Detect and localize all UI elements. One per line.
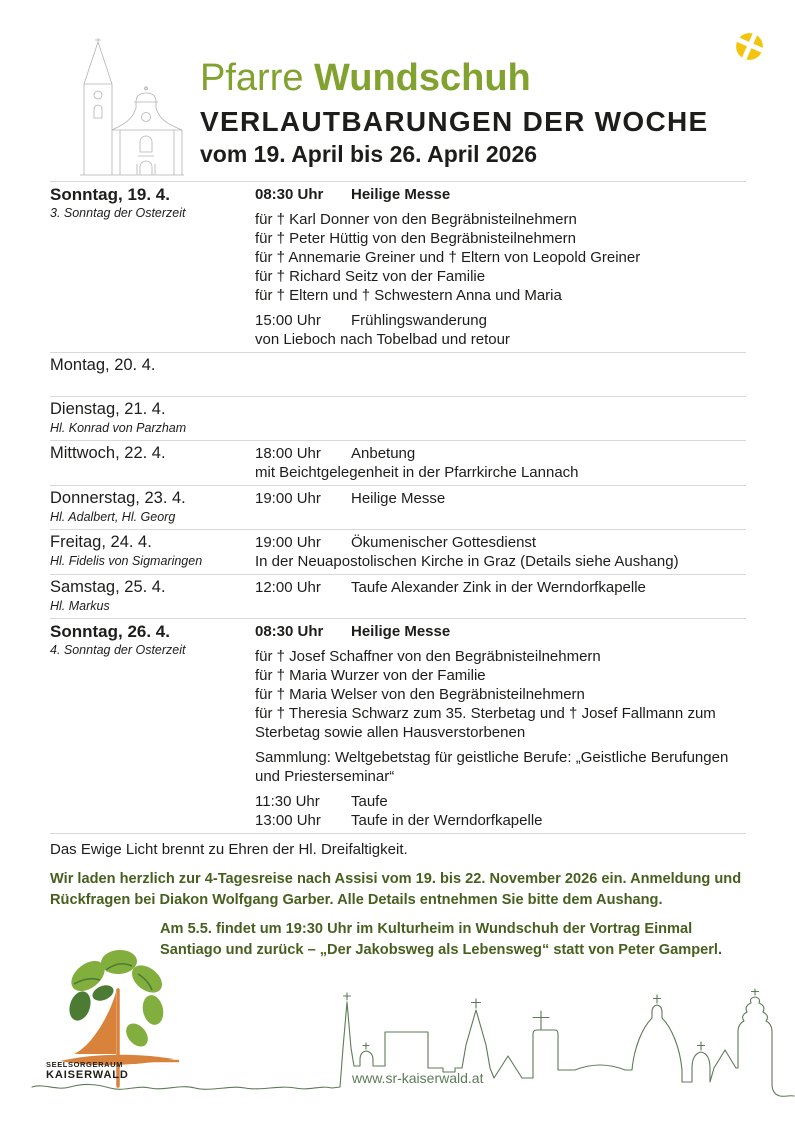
event-time: 13:00 Uhr xyxy=(255,812,321,829)
logo-text-kaiserwald: KAISERWALD xyxy=(46,1069,129,1081)
day-column xyxy=(50,399,255,437)
day-label: Freitag, 24. 4. xyxy=(50,533,152,551)
event-title: Anbetung xyxy=(351,445,416,462)
events-column xyxy=(255,577,746,615)
day-column xyxy=(50,532,255,571)
event-title: Ökumenischer Gottesdienst xyxy=(351,534,537,551)
feast-label: 4. Sonntag der Osterzeit xyxy=(50,643,186,657)
assisi-announcement: Wir laden herzlich zur 4-Tagesreise nach Assisi vom 19. bis 22. November 2026 ein. Anmeldung und Rückfragen bei Diakon Wolfgang Garber. Alle Details entnehmen Sie bitte dem Aushang. xyxy=(50,871,742,908)
event-time: 08:30 Uhr xyxy=(255,623,324,640)
schedule-row xyxy=(50,181,746,352)
event-time: 19:00 Uhr xyxy=(255,534,321,551)
church-line-drawing-icon xyxy=(76,38,186,178)
day-column xyxy=(50,355,255,393)
events-column xyxy=(255,443,746,482)
schedule-row xyxy=(50,618,746,833)
events-column xyxy=(255,488,746,526)
event-time: 08:30 Uhr xyxy=(255,186,324,203)
week-date-range: vom 19. April bis 26. April 2026 xyxy=(200,141,538,167)
day-column xyxy=(50,577,255,615)
event-detail-line: für † Peter Hüttig von den Begräbnisteilnehmern xyxy=(255,230,577,247)
feast-label: Hl. Adalbert, Hl. Georg xyxy=(50,510,176,524)
event-time: 11:30 Uhr xyxy=(255,793,320,810)
day-label: Samstag, 25. 4. xyxy=(50,578,166,596)
day-label: Dienstag, 21. 4. xyxy=(50,400,166,418)
event-line xyxy=(255,622,746,641)
event-detail-line: für † Maria Wurzer von der Familie xyxy=(255,667,486,684)
ewiges-licht-note: Das Ewige Licht brennt zu Ehren der Hl. Dreifaltigkeit. xyxy=(50,841,408,858)
feast-label: Hl. Markus xyxy=(50,599,110,613)
event-line xyxy=(255,185,746,204)
event-time: 19:00 Uhr xyxy=(255,490,321,507)
event-detail-line: für † Theresia Schwarz zum 35. Sterbetag und † Josef Fallmann zum Sterbetag sowie allen Hausverstorbenen xyxy=(255,705,716,741)
event-detail-line: für † Maria Welser von den Begräbnisteilnehmern xyxy=(255,686,585,703)
event-title: Taufe xyxy=(351,793,388,810)
event-detail-line: von Lieboch nach Tobelbad und retour xyxy=(255,331,510,348)
schedule-row xyxy=(50,485,746,529)
event-detail-line: für † Eltern und † Schwestern Anna und Maria xyxy=(255,287,562,304)
event-detail-line: für † Annemarie Greiner und † Eltern von Leopold Greiner xyxy=(255,249,641,266)
schedule-row xyxy=(50,396,746,440)
day-label: Sonntag, 19. 4. xyxy=(50,185,170,204)
schedule-row xyxy=(50,440,746,485)
event-title: Heilige Messe xyxy=(351,490,446,507)
vortrag-announcement: Am 5.5. findet um 19:30 Uhr im Kulturheim in Wundschuh der Vortrag Einmal Santiago und zurück – „Der Jakobsweg als Lebensweg“ statt von Peter Gamperl. xyxy=(160,921,723,958)
event-detail-line: für † Karl Donner von den Begräbnisteilnehmern xyxy=(255,211,577,228)
day-label: Mittwoch, 22. 4. xyxy=(50,444,166,462)
event-detail-line: Sammlung: Weltgebetstag für geistliche Berufe: „Geistliche Berufungen und Priesterseminar“ xyxy=(255,749,729,785)
event-line xyxy=(255,811,746,830)
day-column xyxy=(50,488,255,526)
event-time: 18:00 Uhr xyxy=(255,445,321,462)
event-line xyxy=(255,311,746,330)
event-detail-line: für † Richard Seitz von der Familie xyxy=(255,268,486,285)
parish-title-bold: Wundschuh xyxy=(314,57,531,99)
city-skyline-drawing xyxy=(30,988,795,1114)
parish-title-light: Pfarre xyxy=(200,57,304,99)
content-area xyxy=(50,181,746,961)
event-title: Taufe Alexander Zink in der Werndorfkapelle xyxy=(351,579,646,596)
event-title: Taufe in der Werndorfkapelle xyxy=(351,812,543,829)
event-detail-line: für † Josef Schaffner von den Begräbnisteilnehmern xyxy=(255,648,601,665)
events-column xyxy=(255,184,746,349)
event-line xyxy=(255,489,746,508)
day-column xyxy=(50,443,255,482)
day-column xyxy=(50,621,255,830)
weekly-schedule xyxy=(50,181,746,834)
event-title: Heilige Messe xyxy=(351,186,451,203)
page-title: VERLAUTBARUNGEN DER WOCHE xyxy=(200,106,709,137)
day-label: Montag, 20. 4. xyxy=(50,356,156,374)
event-title: Frühlingswanderung xyxy=(351,312,487,329)
event-line xyxy=(255,578,746,597)
notes-section xyxy=(50,840,746,961)
sun-cross-icon xyxy=(733,30,766,63)
schedule-row xyxy=(50,574,746,618)
events-column xyxy=(255,355,746,393)
schedule-row xyxy=(50,529,746,574)
event-line xyxy=(255,533,746,552)
event-detail-line: mit Beichtgelegenheit in der Pfarrkirche Lannach xyxy=(255,464,579,481)
day-column xyxy=(50,184,255,349)
events-column xyxy=(255,399,746,437)
event-line xyxy=(255,792,746,811)
day-label: Donnerstag, 23. 4. xyxy=(50,489,186,507)
events-column xyxy=(255,621,746,830)
day-label: Sonntag, 26. 4. xyxy=(50,622,170,641)
event-time: 15:00 Uhr xyxy=(255,312,321,329)
feast-label: Hl. Fidelis von Sigmaringen xyxy=(50,554,203,568)
event-detail-line: In der Neuapostolischen Kirche in Graz (Details siehe Aushang) xyxy=(255,553,679,570)
events-column xyxy=(255,532,746,571)
event-title: Heilige Messe xyxy=(351,623,451,640)
event-line xyxy=(255,444,746,463)
schedule-row xyxy=(50,352,746,396)
logo-text-seelsorgeraum: SEELSORGERAUM xyxy=(46,1060,123,1069)
website-url[interactable]: www.sr-kaiserwald.at xyxy=(352,1070,484,1086)
parish-title xyxy=(200,57,531,99)
event-time: 12:00 Uhr xyxy=(255,579,321,596)
feast-label: Hl. Konrad von Parzham xyxy=(50,421,187,435)
feast-label: 3. Sonntag der Osterzeit xyxy=(50,206,186,220)
